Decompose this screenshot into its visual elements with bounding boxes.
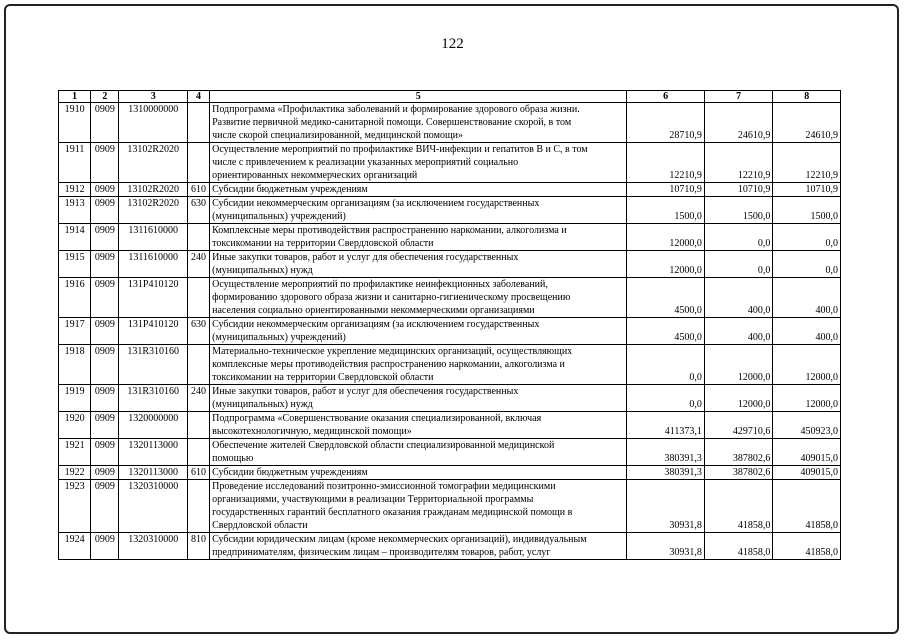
amount-col7-cell: 12000,0 <box>704 385 773 412</box>
amount-col7-cell: 10710,9 <box>704 183 773 197</box>
section-code-cell: 0909 <box>91 318 119 345</box>
item-name-line: Субсидии бюджетным учреждениям <box>212 184 368 195</box>
amount-col8-cell: 400,0 <box>773 278 841 318</box>
row-number-cell: 1914 <box>59 224 91 251</box>
section-code-cell: 0909 <box>91 439 119 466</box>
item-name-line: токсикомании на территории Свердловской области <box>212 372 434 383</box>
expense-type-cell <box>187 224 209 251</box>
item-name-line: Иные закупки товаров, работ и услуг для обеспечения государственных <box>212 386 519 397</box>
amount-col6-cell: 4500,0 <box>627 318 705 345</box>
expense-type-cell <box>187 412 209 439</box>
row-number-cell: 1915 <box>59 251 91 278</box>
section-code-cell: 0909 <box>91 385 119 412</box>
expense-type-cell <box>187 439 209 466</box>
target-article-cell: 1311610000 <box>119 251 188 278</box>
item-name-line: помощью <box>212 453 254 464</box>
item-name-line: токсикомании на территории Свердловской области <box>212 238 434 249</box>
header-cell: 2 <box>91 91 119 103</box>
budget-table <box>58 90 841 560</box>
item-name-cell <box>210 385 627 412</box>
header-cell: 6 <box>627 91 705 103</box>
page-number: 122 <box>441 36 464 52</box>
section-code-cell: 0909 <box>91 345 119 385</box>
target-article-cell: 1320113000 <box>119 466 188 480</box>
row-number-cell: 1921 <box>59 439 91 466</box>
section-code-cell: 0909 <box>91 103 119 143</box>
row-number-cell: 1916 <box>59 278 91 318</box>
amount-col8-cell: 10710,9 <box>773 183 841 197</box>
item-name-line: числе с привлечением к реализации указанных мероприятий социально <box>212 157 519 168</box>
item-name-line: Подпрограмма «Совершенствование оказания специализированной, включая <box>212 413 542 424</box>
table-row <box>59 412 841 439</box>
expense-type-cell <box>187 143 209 183</box>
item-name-cell <box>210 412 627 439</box>
amount-col8-cell: 41858,0 <box>773 533 841 560</box>
amount-col8-cell: 12000,0 <box>773 385 841 412</box>
target-article-cell: 1311610000 <box>119 224 188 251</box>
amount-col8-cell: 12000,0 <box>773 345 841 385</box>
target-article-cell: 1320113000 <box>119 439 188 466</box>
header-cell: 5 <box>210 91 627 103</box>
item-name-line: государственных гарантий бесплатного оказания гражданам медицинской помощи в <box>212 507 573 518</box>
row-number-cell: 1922 <box>59 466 91 480</box>
item-name-cell <box>210 466 627 480</box>
item-name-line: Субсидии некоммерческим организациям (за исключением государственных <box>212 319 540 330</box>
item-name-line: числе скорой специализированной, медицинской помощи» <box>212 130 463 141</box>
item-name-line: Обеспечение жителей Свердловской области специализированной медицинской <box>212 440 555 451</box>
amount-col7-cell: 429710,6 <box>704 412 773 439</box>
amount-col6-cell: 28710,9 <box>627 103 705 143</box>
expense-type-cell <box>187 480 209 533</box>
row-number-cell: 1917 <box>59 318 91 345</box>
item-name-cell <box>210 183 627 197</box>
amount-col8-cell: 41858,0 <box>773 480 841 533</box>
table-row <box>59 224 841 251</box>
item-name-cell <box>210 345 627 385</box>
amount-col7-cell: 1500,0 <box>704 197 773 224</box>
amount-col8-cell: 409015,0 <box>773 439 841 466</box>
target-article-cell: 13102R2020 <box>119 183 188 197</box>
target-article-cell: 131R310160 <box>119 345 188 385</box>
section-code-cell: 0909 <box>91 278 119 318</box>
amount-col8-cell: 24610,9 <box>773 103 841 143</box>
amount-col6-cell: 12000,0 <box>627 224 705 251</box>
row-number-cell: 1924 <box>59 533 91 560</box>
row-number-cell: 1923 <box>59 480 91 533</box>
section-code-cell: 0909 <box>91 251 119 278</box>
table-row <box>59 318 841 345</box>
amount-col7-cell: 0,0 <box>704 224 773 251</box>
item-name-line: населения социально ориентированными некоммерческими организациями <box>212 305 535 316</box>
amount-col7-cell: 387802,6 <box>704 466 773 480</box>
item-name-cell <box>210 533 627 560</box>
table-row <box>59 385 841 412</box>
amount-col7-cell: 24610,9 <box>704 103 773 143</box>
section-code-cell: 0909 <box>91 183 119 197</box>
target-article-cell: 131P410120 <box>119 278 188 318</box>
header-cell: 1 <box>59 91 91 103</box>
expense-type-cell: 240 <box>187 385 209 412</box>
amount-col7-cell: 387802,6 <box>704 439 773 466</box>
table-row <box>59 439 841 466</box>
amount-col8-cell: 409015,0 <box>773 466 841 480</box>
amount-col6-cell: 411373,1 <box>627 412 705 439</box>
amount-col7-cell: 41858,0 <box>704 533 773 560</box>
item-name-line: Субсидии некоммерческим организациям (за исключением государственных <box>212 198 540 209</box>
amount-col7-cell: 0,0 <box>704 251 773 278</box>
item-name-line: высокотехнологичную, медицинской помощи» <box>212 426 412 437</box>
header-cell: 4 <box>187 91 209 103</box>
item-name-line: Иные закупки товаров, работ и услуг для обеспечения государственных <box>212 252 519 263</box>
row-number-cell: 1920 <box>59 412 91 439</box>
amount-col6-cell: 12210,9 <box>627 143 705 183</box>
item-name-line: Проведение исследований позитронно-эмиссионной томографии медицинскими <box>212 481 556 492</box>
item-name-cell <box>210 480 627 533</box>
amount-col6-cell: 12000,0 <box>627 251 705 278</box>
amount-col6-cell: 10710,9 <box>627 183 705 197</box>
item-name-cell <box>210 251 627 278</box>
item-name-line: Осуществление мероприятий по профилактике неинфекционных заболеваний, <box>212 279 548 290</box>
item-name-line: Свердловской области <box>212 520 308 531</box>
item-name-line: ориентированных некоммерческих организаций <box>212 170 418 181</box>
item-name-cell <box>210 224 627 251</box>
section-code-cell: 0909 <box>91 466 119 480</box>
amount-col7-cell: 12210,9 <box>704 143 773 183</box>
amount-col7-cell: 400,0 <box>704 278 773 318</box>
amount-col8-cell: 400,0 <box>773 318 841 345</box>
section-code-cell: 0909 <box>91 533 119 560</box>
target-article-cell: 1320310000 <box>119 480 188 533</box>
row-number-cell: 1919 <box>59 385 91 412</box>
amount-col6-cell: 30931,8 <box>627 533 705 560</box>
item-name-line: (муниципальных) учреждений) <box>212 332 346 343</box>
row-number-cell: 1910 <box>59 103 91 143</box>
item-name-cell <box>210 318 627 345</box>
table-row <box>59 251 841 278</box>
amount-col6-cell: 0,0 <box>627 385 705 412</box>
target-article-cell: 13102R2020 <box>119 143 188 183</box>
section-code-cell: 0909 <box>91 412 119 439</box>
item-name-line: комплексные меры противодействия распространению наркомании, алкоголизма и <box>212 359 565 370</box>
section-code-cell: 0909 <box>91 224 119 251</box>
amount-col6-cell: 0,0 <box>627 345 705 385</box>
row-number-cell: 1918 <box>59 345 91 385</box>
target-article-cell: 1320310000 <box>119 533 188 560</box>
item-name-line: (муниципальных) учреждений) <box>212 211 346 222</box>
amount-col8-cell: 0,0 <box>773 251 841 278</box>
target-article-cell: 1310000000 <box>119 103 188 143</box>
target-article-cell: 131P410120 <box>119 318 188 345</box>
amount-col6-cell: 4500,0 <box>627 278 705 318</box>
target-article-cell: 1320000000 <box>119 412 188 439</box>
amount-col8-cell: 1500,0 <box>773 197 841 224</box>
item-name-line: Комплексные меры противодействия распространению наркомании, алкоголизма и <box>212 225 567 236</box>
expense-type-cell <box>187 345 209 385</box>
item-name-line: Субсидии бюджетным учреждениям <box>212 467 368 478</box>
header-row <box>59 91 841 103</box>
expense-type-cell: 610 <box>187 466 209 480</box>
item-name-line: Подпрограмма «Профилактика заболеваний и формирование здорового образа жизни. <box>212 104 580 115</box>
amount-col7-cell: 400,0 <box>704 318 773 345</box>
table-row <box>59 278 841 318</box>
expense-type-cell: 630 <box>187 318 209 345</box>
row-number-cell: 1912 <box>59 183 91 197</box>
amount-col7-cell: 12000,0 <box>704 345 773 385</box>
row-number-cell: 1911 <box>59 143 91 183</box>
item-name-line: (муниципальных) нужд <box>212 265 313 276</box>
item-name-cell <box>210 278 627 318</box>
amount-col8-cell: 450923,0 <box>773 412 841 439</box>
amount-col7-cell: 41858,0 <box>704 480 773 533</box>
target-article-cell: 13102R2020 <box>119 197 188 224</box>
expense-type-cell <box>187 278 209 318</box>
amount-col8-cell: 0,0 <box>773 224 841 251</box>
amount-col6-cell: 380391,3 <box>627 466 705 480</box>
row-number-cell: 1913 <box>59 197 91 224</box>
amount-col8-cell: 12210,9 <box>773 143 841 183</box>
item-name-cell <box>210 143 627 183</box>
section-code-cell: 0909 <box>91 480 119 533</box>
table-row <box>59 480 841 533</box>
item-name-line: Осуществление мероприятий по профилактике ВИЧ-инфекции и гепатитов В и С, в том <box>212 144 588 155</box>
item-name-line: Материально-техническое укрепление медицинских организаций, осуществляющих <box>212 346 573 357</box>
item-name-line: организациями, участвующими в реализации Территориальной программы <box>212 494 534 505</box>
expense-type-cell: 610 <box>187 183 209 197</box>
expense-type-cell: 240 <box>187 251 209 278</box>
table-row <box>59 533 841 560</box>
amount-col6-cell: 380391,3 <box>627 439 705 466</box>
item-name-cell <box>210 439 627 466</box>
expense-type-cell: 810 <box>187 533 209 560</box>
table-row <box>59 103 841 143</box>
item-name-cell <box>210 197 627 224</box>
amount-col6-cell: 30931,8 <box>627 480 705 533</box>
item-name-line: (муниципальных) нужд <box>212 399 313 410</box>
item-name-line: формированию здорового образа жизни и санитарно-гигиеническому просвещению <box>212 292 571 303</box>
table-row <box>59 466 841 480</box>
amount-col6-cell: 1500,0 <box>627 197 705 224</box>
item-name-line: Субсидии юридическим лицам (кроме некоммерческих организаций), индивидуальным <box>212 534 587 545</box>
header-cell: 8 <box>773 91 841 103</box>
item-name-line: предпринимателям, физическим лицам – производителям товаров, работ, услуг <box>212 547 551 558</box>
table-row <box>59 143 841 183</box>
section-code-cell: 0909 <box>91 197 119 224</box>
header-cell: 7 <box>704 91 773 103</box>
target-article-cell: 131R310160 <box>119 385 188 412</box>
table-row <box>59 183 841 197</box>
table-row <box>59 345 841 385</box>
expense-type-cell: 630 <box>187 197 209 224</box>
section-code-cell: 0909 <box>91 143 119 183</box>
header-cell: 3 <box>119 91 188 103</box>
item-name-line: Развитие первичной медико-санитарной помощи. Совершенствование скорой, в том <box>212 117 572 128</box>
table-row <box>59 197 841 224</box>
expense-type-cell <box>187 103 209 143</box>
item-name-cell <box>210 103 627 143</box>
